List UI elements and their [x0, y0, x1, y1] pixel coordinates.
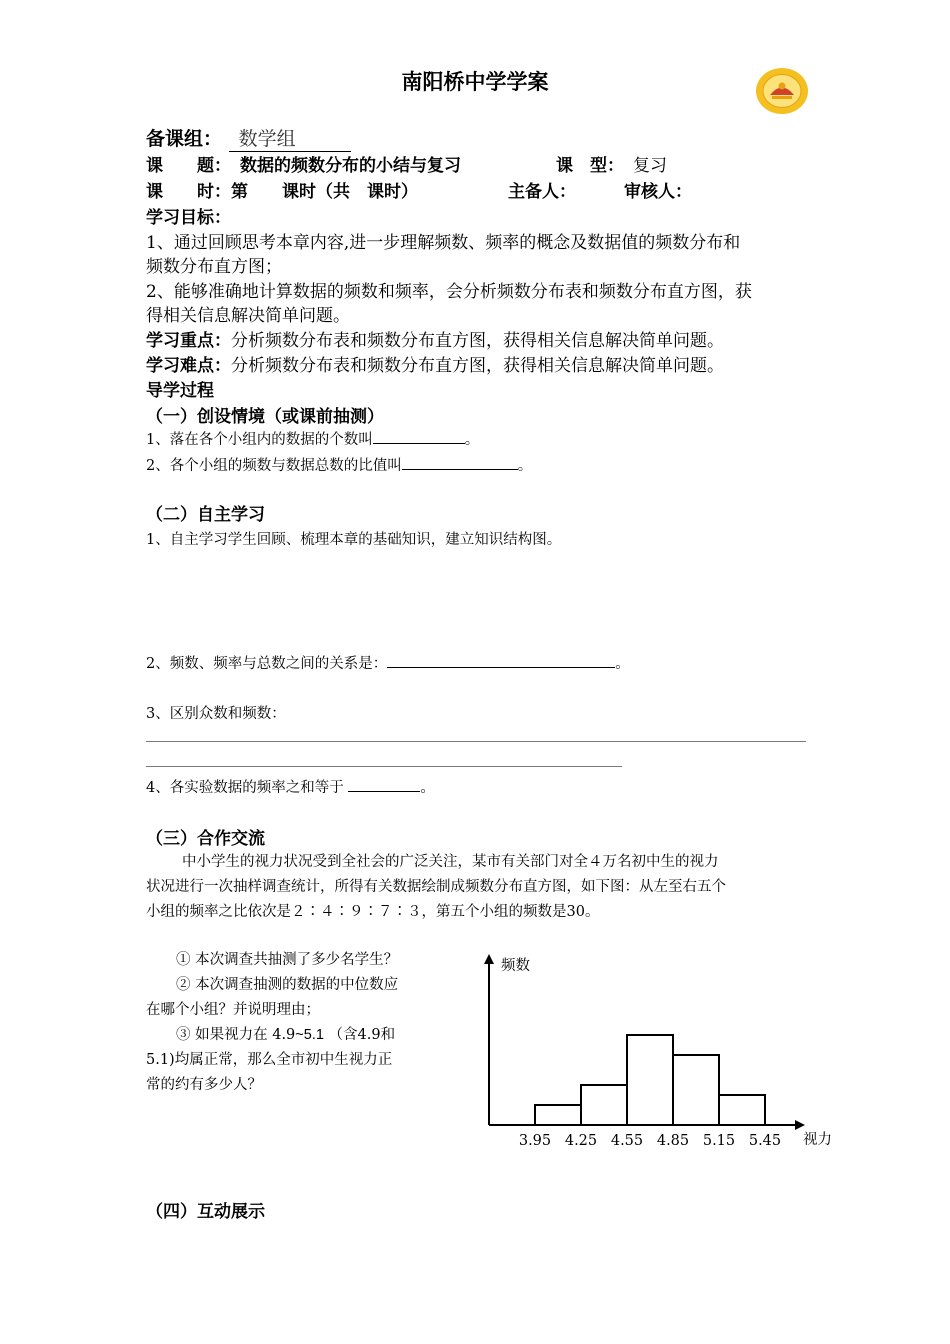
s3-question-3b: 5.1)均属正常，那么全市初中生视力正 [146, 1052, 393, 1068]
x-tick-label: 5.45 [748, 1133, 782, 1149]
s3-question-2b: 在哪个小组？并说明理由； [146, 1002, 320, 1018]
histogram-chart [470, 948, 850, 1158]
answer-line-1[interactable] [146, 741, 806, 742]
s3-paragraph-line-3: 小组的频率之比依次是２∶４∶９∶７∶３，第五个小组的频数是30。 [146, 904, 600, 920]
section-4-heading: （四）互动展示 [146, 1202, 265, 1222]
histogram-bar-5 [719, 1095, 765, 1125]
s1-q1-blank[interactable] [373, 429, 465, 444]
s3-question-2a: ② 本次调查抽测的数据的中位数应 [176, 977, 399, 993]
goal-line-4: 得相关信息解决简单问题。 [146, 306, 350, 326]
y-axis-label: 频数 [501, 958, 530, 974]
group-label: 备课组： [146, 128, 223, 150]
type-label: 课 型： [556, 156, 624, 176]
histogram-bar-1 [535, 1105, 581, 1125]
histogram-bar-2 [581, 1085, 627, 1125]
topic-label: 课 题： [146, 156, 231, 176]
topic-value: 数据的频数分布的小结与复习 [240, 156, 461, 176]
s3-question-3a: ③ 如果视力在 4.9~5.1 （含4.9和 [176, 1027, 396, 1043]
key-label: 学习重点： [146, 331, 231, 351]
s3-paragraph-line-2: 状况进行一次抽样调查统计，所得有关数据绘制成频数分布直方图，如下图：从左至右五个 [146, 879, 726, 895]
difficulty-label: 学习难点： [146, 356, 231, 376]
s2-question-4: 4、各实验数据的频率之和等于 。 [146, 776, 435, 797]
s2-question-3: 3、区别众数和频数： [146, 706, 286, 722]
section-3-heading: （三）合作交流 [146, 829, 265, 849]
preparer-label: 主备人： [508, 182, 576, 202]
goal-line-1: 1、通过回顾思考本章内容,进一步理解频数、频率的概念及数据值的频数分布和 [146, 233, 741, 253]
goals-heading: 学习目标： [146, 208, 231, 228]
goal-line-2: 频数分布直方图； [146, 257, 282, 277]
difficulty-text: 分析频数分布表和频数分布直方图，获得相关信息解决简单问题。 [231, 356, 724, 376]
difficulty-point [146, 351, 724, 376]
x-tick-label: 4.25 [564, 1133, 598, 1149]
x-axis-label: 视力 [803, 1132, 832, 1148]
group-value: 数学组 [229, 124, 351, 152]
section-2-heading: （二）自主学习 [146, 505, 265, 525]
page-title: 南阳桥中学学案 [401, 70, 549, 94]
goal-line-3: 2、能够准确地计算数据的频数和频率，会分析频数分布表和频数分布直方图，获 [146, 282, 752, 302]
section-1-heading: （一）创设情境（或课前抽测） [146, 407, 384, 427]
s1-question-2: 2、各个小组的频数与数据总数的比值叫 。 [146, 454, 532, 475]
s3-question-1: ① 本次调查共抽测了多少名学生？ [176, 952, 399, 968]
s2-q4-blank[interactable] [348, 777, 420, 792]
s3-question-3c: 常的约有多少人？ [146, 1077, 262, 1093]
s2-question-2: 2、频数、频率与总数之间的关系是： 。 [146, 652, 630, 673]
x-tick-label: 4.55 [610, 1133, 644, 1149]
period-label: 课 时：第 课时（共 课时） [146, 182, 418, 202]
s2-q2-blank[interactable] [387, 653, 615, 668]
reviewer-label: 审核人： [624, 182, 692, 202]
histogram-bar-3 [627, 1035, 673, 1125]
group-row [146, 124, 351, 152]
histogram-bar-4 [673, 1055, 719, 1125]
s3-paragraph-line-1: 中小学生的视力状况受到全社会的广泛关注，某市有关部门对全４万名初中生的视力 [182, 854, 719, 870]
process-heading: 导学过程 [146, 381, 214, 401]
x-tick-label: 3.95 [518, 1133, 552, 1149]
key-point [146, 326, 724, 351]
s1-question-1: 1、落在各个小组内的数据的个数叫 。 [146, 428, 479, 449]
s2-question-1: 1、自主学习学生回顾、梳理本章的基础知识，建立知识结构图。 [146, 532, 562, 548]
s1-q2-blank[interactable] [402, 455, 518, 470]
key-text: 分析频数分布表和频数分布直方图，获得相关信息解决简单问题。 [231, 331, 724, 351]
x-tick-label: 4.85 [656, 1133, 690, 1149]
x-tick-label: 5.15 [702, 1133, 736, 1149]
school-logo-icon [754, 66, 810, 116]
answer-line-2[interactable] [146, 766, 622, 767]
type-value: 复习 [633, 156, 667, 176]
